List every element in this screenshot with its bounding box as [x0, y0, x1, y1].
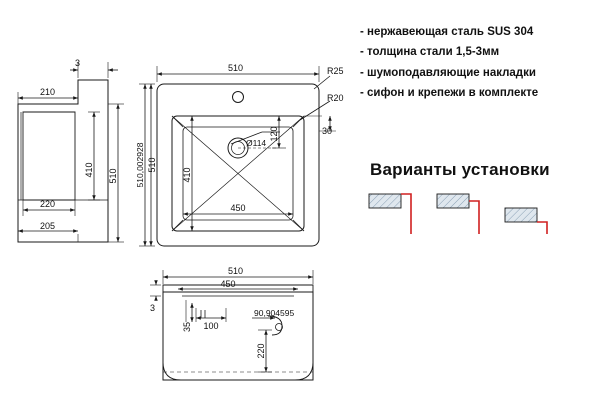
spec-line-3: - шумоподавляющие накладки — [360, 66, 536, 79]
radius-outer-label: R25 — [327, 66, 344, 76]
dim-front-450: 450 — [220, 279, 236, 289]
dim-side-410: 410 — [84, 162, 94, 178]
radius-inner-label: R20 — [327, 93, 344, 103]
dim-front-3: 3 — [150, 303, 156, 313]
dim-top-30: 30 — [322, 126, 333, 136]
dim-side-top: 3 — [75, 58, 81, 68]
dim-side-510: 510 — [108, 168, 118, 184]
top-view — [139, 66, 336, 246]
spec-line-2: - толщина стали 1,5-3мм — [360, 46, 500, 59]
dim-front-100: 100 — [203, 321, 219, 331]
dim-top-450: 450 — [230, 203, 246, 213]
spec-line-1: - нержавеющая сталь SUS 304 — [360, 26, 534, 38]
variants-title: Варианты установки — [370, 160, 550, 179]
dim-top-410: 410 — [182, 167, 192, 183]
side-view — [18, 62, 124, 242]
dim-front-35: 35 — [182, 321, 192, 333]
dim-side-220: 220 — [40, 199, 56, 209]
dim-top-510: 510 — [228, 63, 244, 73]
dim-side-210: 210 — [40, 87, 56, 97]
dim-front-90: 90,904595 — [254, 308, 295, 318]
dim-top-120: 120 — [269, 126, 279, 142]
dim-front-510: 510 — [228, 266, 244, 276]
spec-list — [360, 22, 592, 104]
dim-side-205: 205 — [40, 221, 56, 231]
dim-drain-diameter: Ø114 — [246, 138, 267, 148]
dim-top-left-inner: 510 — [147, 157, 157, 173]
dim-front-220: 220 — [256, 343, 266, 359]
spec-line-4: - сифон и крепежи в комплекте — [360, 87, 539, 100]
dim-top-left-outer: 510,002928 — [135, 142, 145, 188]
install-variants — [369, 194, 547, 234]
